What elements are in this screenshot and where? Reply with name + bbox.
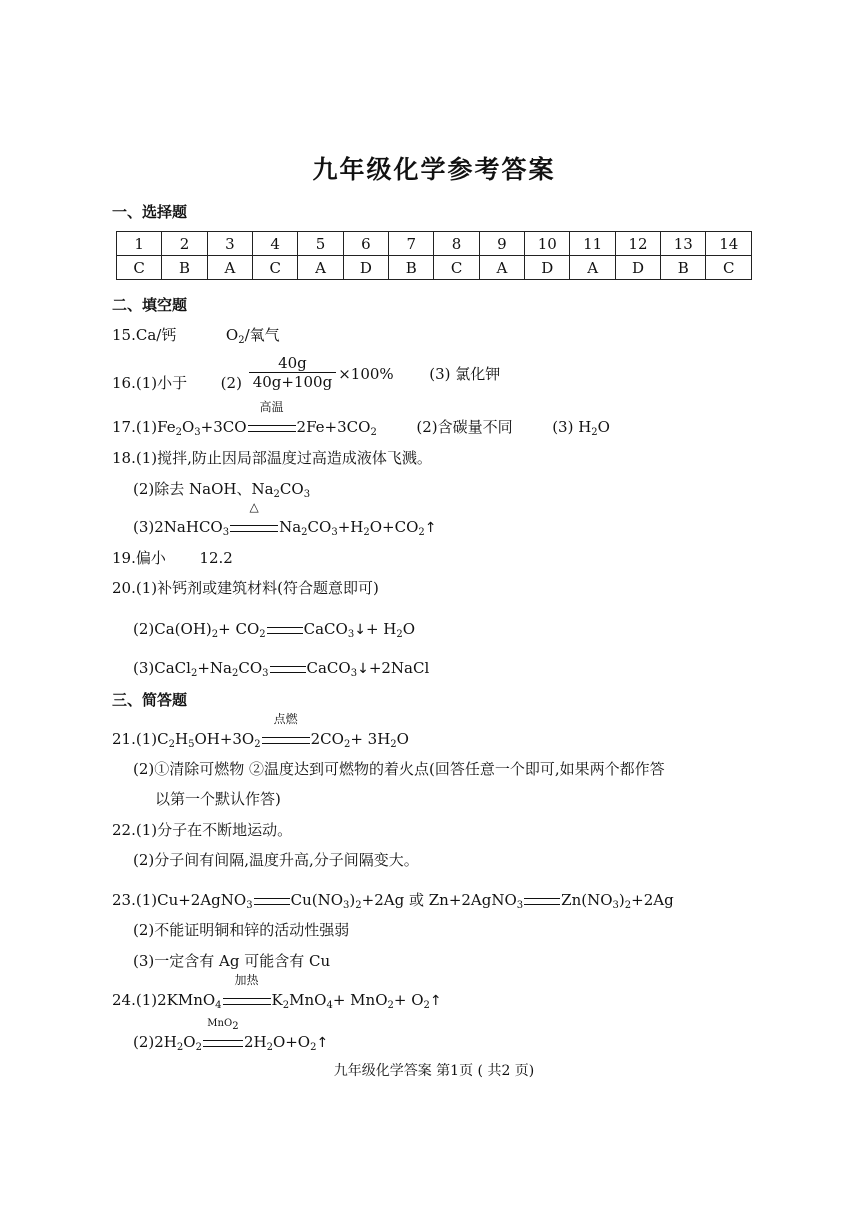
answer-table-numbers-row xyxy=(117,232,752,256)
question-number-cell: 10 xyxy=(525,232,570,256)
mass-fraction: $\frac{40g}{40g+100g}$ xyxy=(249,354,337,391)
answer-letter-cell: D xyxy=(525,256,570,280)
answer-16 xyxy=(112,354,500,391)
answer-24-line1: 24.(1)2KMnO$_4$ 加热 $K_2MnO_4+ MnO_2+$ $O_2↑$ xyxy=(112,973,442,1011)
answer-letter-cell: B xyxy=(162,256,207,280)
answer-16-p2: (2) xyxy=(220,373,242,392)
question-number-cell: 9 xyxy=(479,232,524,256)
question-number-cell: 2 xyxy=(162,232,207,256)
answer-letter-cell: B xyxy=(661,256,706,280)
answer-23-line2: (2)不能证明铜和锌的活动性强弱 xyxy=(133,921,350,939)
page-title: 九年级化学参考答案 xyxy=(312,155,556,184)
answer-table xyxy=(116,231,752,280)
answer-19-label: 19.偏小 xyxy=(112,549,166,567)
answer-22-line2: (2)分子间有间隔,温度升高,分子间隔变大。 xyxy=(133,851,419,869)
answer-letter-cell: A xyxy=(479,256,524,280)
percent-text: ×100% xyxy=(338,364,394,383)
answer-16-label: 16.(1)小于 xyxy=(112,373,188,392)
answer-letter-cell: D xyxy=(343,256,388,280)
answer-letter-cell: A xyxy=(207,256,252,280)
answer-21-line1: $21.(1)C_2H_5OH+3O_2$ 点燃 $2CO_2+ 3H_2O$ xyxy=(112,712,409,750)
answer-letter-cell: D xyxy=(615,256,660,280)
question-number-cell: 7 xyxy=(389,232,434,256)
question-number-cell: 3 xyxy=(207,232,252,256)
answer-23-line1: 23.(1)Cu+2AgNO$_3$ $Cu(NO_3)_2+2Ag$ 或 Zn+2AgNO$_3$ $Zn(NO_3)_2+2Ag$ xyxy=(112,891,674,911)
answer-20-line1: 20.(1)补钙剂或建筑材料(符合题意即可) xyxy=(112,579,379,597)
page-footer: 九年级化学答案 第1页 ( 共2 页) xyxy=(333,1063,535,1079)
question-number-cell: 13 xyxy=(661,232,706,256)
answer-22-line1: 22.(1)分子在不断地运动。 xyxy=(112,821,293,839)
answer-15-oxygen: $O_2/$氧气 xyxy=(225,326,280,346)
question-number-cell: 11 xyxy=(570,232,615,256)
question-number-cell: 4 xyxy=(253,232,298,256)
question-number-cell: 5 xyxy=(298,232,343,256)
answer-24-line2: $(2)2H_2O_2$ MnO$_2$ $2H_2O+O_2↑$ xyxy=(133,1018,329,1053)
answer-letter-cell: C xyxy=(434,256,479,280)
section-heading-short: 三、简答题 xyxy=(112,691,188,709)
answer-letter-cell: A xyxy=(298,256,343,280)
answer-23-line3: (3)一定含有 Ag 可能含有 Cu xyxy=(133,952,331,970)
answer-19 xyxy=(112,547,233,569)
answer-table-answers-row xyxy=(117,256,752,280)
section-heading-fill: 二、填空题 xyxy=(112,296,188,314)
section-heading-choice: 一、选择题 xyxy=(112,203,188,221)
answer-letter-cell: C xyxy=(117,256,162,280)
answer-letter-cell: B xyxy=(389,256,434,280)
answer-17-p3: (3) $H_2O$ xyxy=(552,418,610,438)
answer-18-line1: 18.(1)搅拌,防止因局部温度过高造成液体飞溅。 xyxy=(112,449,432,467)
answer-letter-cell: C xyxy=(253,256,298,280)
question-number-cell: 8 xyxy=(434,232,479,256)
answer-20-line2: $(2)Ca(OH)_2+ CO_2$ CaCO$_3$↓+ $H_2O$ xyxy=(133,620,416,640)
answer-21-line3: 以第一个默认作答) xyxy=(155,790,281,808)
answer-17 xyxy=(112,400,610,438)
answer-17-p2: (2)含碳量不同 xyxy=(416,418,513,436)
equation-17: $Fe_2O_3+3CO$ 高温 $2Fe+3CO_2$ xyxy=(157,400,377,438)
question-number-cell: 1 xyxy=(117,232,162,256)
answer-15 xyxy=(112,324,280,346)
answer-letter-cell: C xyxy=(706,256,752,280)
answer-18-line2: (2)除去 NaOH、$Na_2CO_3$ xyxy=(133,480,311,500)
question-number-cell: 6 xyxy=(343,232,388,256)
question-number-cell: 14 xyxy=(706,232,752,256)
answer-19-value: 12.2 xyxy=(199,549,233,567)
answer-letter-cell: A xyxy=(570,256,615,280)
answer-20-line3: $(3)CaCl_2+Na_2CO_3$ CaCO$_3$↓+2NaCl xyxy=(133,659,430,679)
answer-18-line3: (3)2NaHCO$_3$ △ $Na_2CO_3+H_2O+CO_2↑$ xyxy=(133,500,437,538)
answer-17-label: 17.(1) xyxy=(112,418,158,436)
question-number-cell: 12 xyxy=(615,232,660,256)
answer-16-p3: (3) 氯化钾 xyxy=(429,364,501,383)
answer-21-line2: (2)①清除可燃物 ②温度达到可燃物的着火点(回答任意一个即可,如果两个都作答 xyxy=(133,760,665,778)
answer-15-label: 15.Ca/钙 xyxy=(112,326,177,344)
